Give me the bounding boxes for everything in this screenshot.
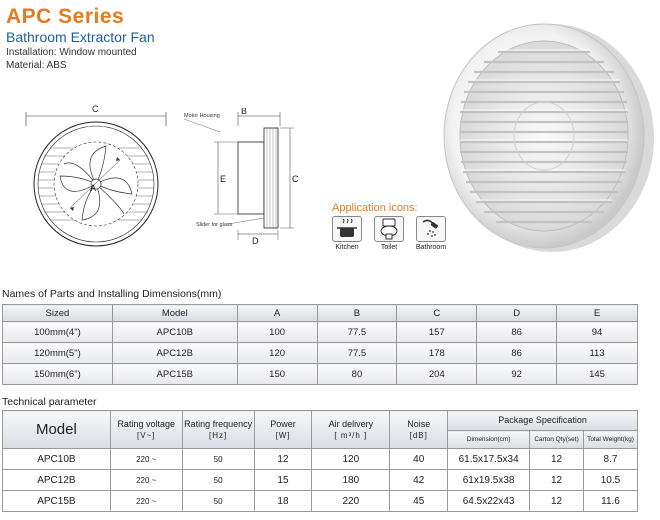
- technical-table-title: Technical parameter: [2, 396, 97, 408]
- table-cell: 40: [390, 449, 448, 470]
- table-cell: 86: [477, 322, 557, 343]
- installation-text: Installation: Window mounted: [6, 47, 137, 58]
- toilet-application: [372, 216, 406, 251]
- voltage-header: [110, 411, 182, 449]
- carton-qty-header: Carton Qty(set): [530, 431, 584, 449]
- table-cell: 220 ~: [110, 449, 182, 470]
- table-row: [3, 343, 638, 364]
- dimensions-table-title: Names of Parts and Installing Dimensions(mm): [2, 288, 222, 300]
- noise-header-label: Noise: [407, 418, 431, 429]
- application-icons-title: Application icons:: [332, 202, 418, 214]
- table-cell: 77.5: [317, 322, 397, 343]
- table-cell: 204: [397, 364, 477, 385]
- noise-unit: [dB]: [409, 430, 428, 440]
- material-text: Material: ABS: [6, 60, 67, 71]
- table-cell: 94: [557, 322, 638, 343]
- table-cell: 120mm(5"): [3, 343, 113, 364]
- noise-header: [390, 411, 448, 449]
- table-cell: 220 ~: [110, 491, 182, 512]
- dim-e-label: E: [220, 174, 227, 184]
- extractor-fan-photo: [440, 18, 655, 258]
- product-name: Bathroom Extractor Fan: [6, 29, 155, 45]
- technical-parameter-table: [2, 410, 638, 512]
- table-cell: APC15B: [3, 491, 111, 512]
- table-cell: APC12B: [3, 470, 111, 491]
- table-cell: 178: [397, 343, 477, 364]
- table-cell: 12: [254, 449, 312, 470]
- toilet-icon: [374, 216, 404, 242]
- column-header: A: [237, 305, 317, 322]
- table-cell: 50: [182, 491, 254, 512]
- kitchen-application: [330, 216, 364, 251]
- table-cell: 113: [557, 343, 638, 364]
- table-cell: 50: [182, 449, 254, 470]
- table-row: [3, 491, 638, 512]
- table-cell: 150mm(6"): [3, 364, 113, 385]
- total-weight-header: Total Weight(kg): [583, 431, 637, 449]
- table-row: [3, 449, 638, 470]
- series-title: APC Series: [6, 5, 125, 28]
- column-header: E: [557, 305, 638, 322]
- dim-c-label: C: [92, 104, 99, 114]
- table-cell: 8.7: [583, 449, 637, 470]
- power-header-label: Power: [270, 418, 296, 429]
- table-cell: 92: [477, 364, 557, 385]
- dim-c-side-label: C: [292, 174, 299, 184]
- voltage-header-label: Rating voltage: [117, 418, 175, 429]
- dim-a-label: A: [90, 183, 97, 193]
- table-cell: 61.5x17.5x34: [448, 449, 530, 470]
- table-cell: 120: [312, 449, 390, 470]
- air-header-label: Air delivery: [328, 418, 374, 429]
- table-cell: 220 ~: [110, 470, 182, 491]
- table-cell: 100mm(4"): [3, 322, 113, 343]
- table-cell: 120: [237, 343, 317, 364]
- table-cell: 180: [312, 470, 390, 491]
- motor-housing-label: Motor Housing: [184, 113, 220, 119]
- voltage-unit: [V~]: [136, 430, 156, 440]
- column-header: B: [317, 305, 397, 322]
- table-row: [3, 364, 638, 385]
- table-cell: 42: [390, 470, 448, 491]
- kitchen-pot-icon: [332, 216, 362, 242]
- frequency-header: [182, 411, 254, 449]
- table-cell: 45: [390, 491, 448, 512]
- bathroom-label: Bathroom: [415, 244, 447, 251]
- table-cell: 220: [312, 491, 390, 512]
- frequency-unit: [Hz]: [208, 430, 228, 440]
- front-view-drawing: [20, 98, 172, 248]
- table-header-row: [3, 411, 638, 431]
- table-cell: APC10B: [112, 322, 237, 343]
- table-cell: 64.5x22x43: [448, 491, 530, 512]
- table-cell: 100: [237, 322, 317, 343]
- table-cell: 145: [557, 364, 638, 385]
- model-header: Model: [3, 411, 111, 449]
- power-header: [254, 411, 312, 449]
- table-header-row: [3, 305, 638, 322]
- table-cell: 15: [254, 470, 312, 491]
- air-unit: [ m³/h ]: [334, 430, 368, 440]
- table-cell: 12: [530, 449, 584, 470]
- table-cell: 50: [182, 470, 254, 491]
- table-cell: 77.5: [317, 343, 397, 364]
- table-cell: 12: [530, 470, 584, 491]
- table-cell: 80: [317, 364, 397, 385]
- table-row: [3, 322, 638, 343]
- table-cell: 157: [397, 322, 477, 343]
- table-cell: 61x19.5x38: [448, 470, 530, 491]
- table-cell: APC15B: [112, 364, 237, 385]
- package-spec-header: Package Specification: [448, 411, 638, 431]
- column-header: D: [477, 305, 557, 322]
- frequency-header-label: Rating frequency: [184, 418, 253, 429]
- dim-d-label: D: [252, 236, 259, 246]
- power-unit: [W]: [275, 430, 291, 440]
- table-cell: 12: [530, 491, 584, 512]
- table-cell: 18: [254, 491, 312, 512]
- air-delivery-header: [312, 411, 390, 449]
- slider-for-glass-label: Slider for glass: [196, 222, 233, 228]
- dim-b-label: B: [241, 108, 248, 116]
- column-header: Model: [112, 305, 237, 322]
- dimension-header: Dimension(cm): [448, 431, 530, 449]
- table-cell: 11.6: [583, 491, 637, 512]
- table-row: [3, 470, 638, 491]
- application-icons: [330, 216, 448, 251]
- side-view-drawing: [180, 108, 305, 248]
- table-cell: 150: [237, 364, 317, 385]
- dimensions-table: [2, 304, 638, 385]
- table-cell: 86: [477, 343, 557, 364]
- table-cell: APC12B: [112, 343, 237, 364]
- table-cell: APC10B: [3, 449, 111, 470]
- table-cell: 10.5: [583, 470, 637, 491]
- column-header: Sized: [3, 305, 113, 322]
- kitchen-label: Kitchen: [335, 244, 359, 251]
- column-header: C: [397, 305, 477, 322]
- toilet-label: Toilet: [380, 244, 398, 251]
